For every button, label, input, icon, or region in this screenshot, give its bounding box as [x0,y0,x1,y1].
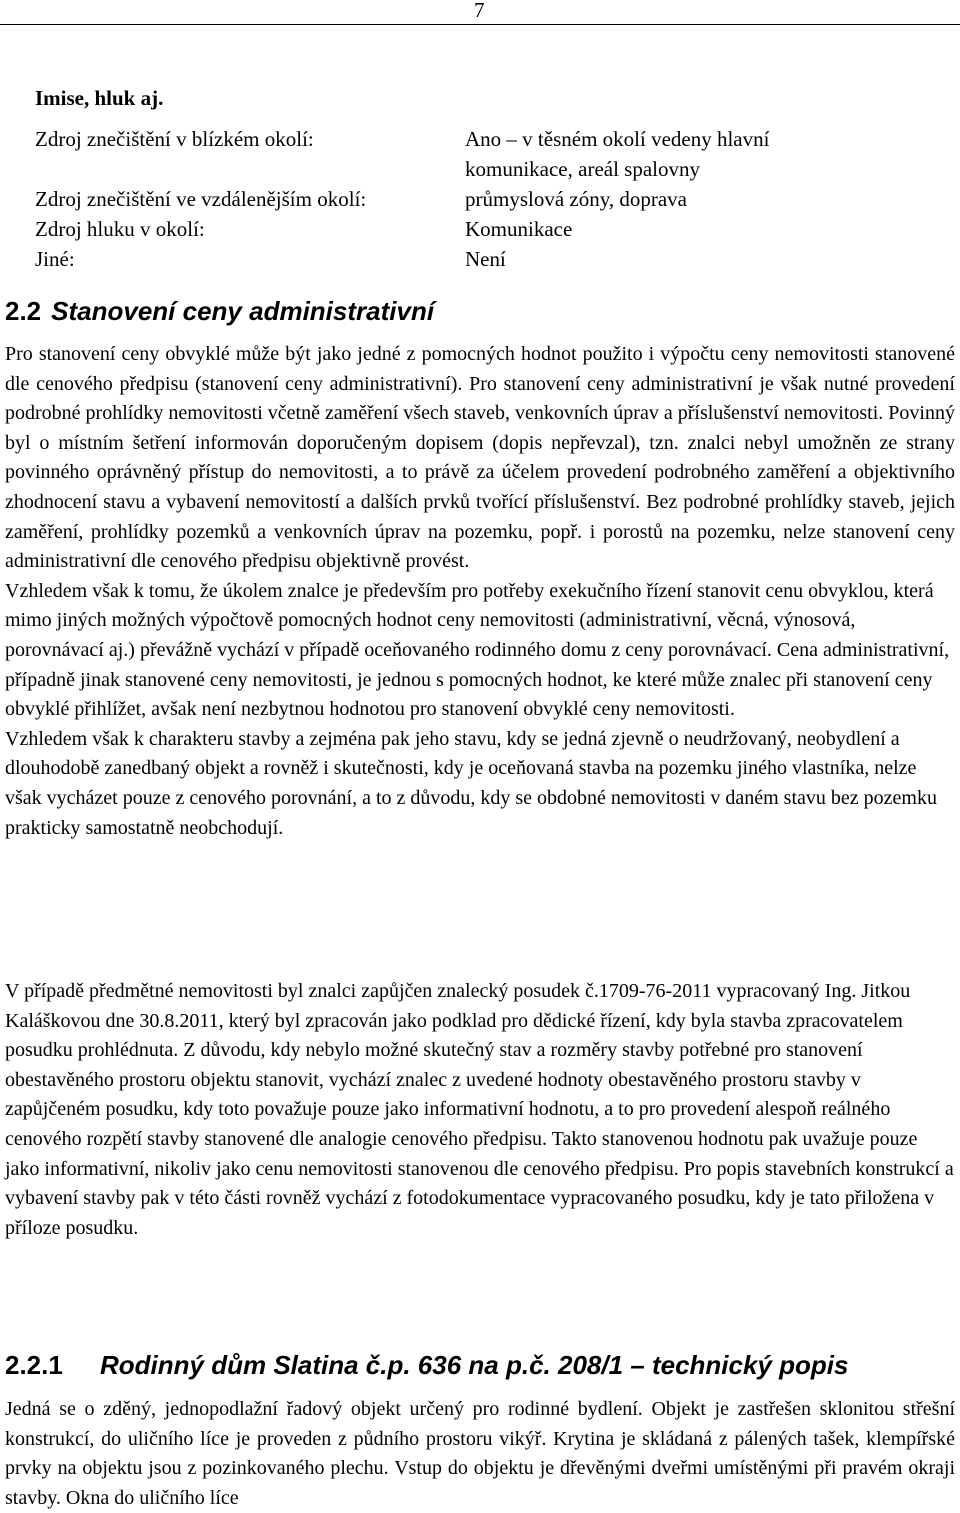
environment-row [35,184,935,214]
environment-label: Jiné: [35,247,75,271]
page-number: 7 [474,0,485,22]
header-rule [0,24,960,25]
paragraph: Pro stanovení ceny obvyklé může být jako jedné z pomocných hodnot použito i výpočtu ceny nemovitosti stanovené dle cenového předpisu (stanovení ceny administrativní). Pro stanovení ceny administrativní je však nutné provedení podrobné prohlídky nemovitosti včetně zaměření všech staveb, venkovních úprav a příslušenství nemovitosti. Povinný byl o místním šetření informován doporučeným dopisem (dopis nepřevzal), tzn. znalci nebyl umožněn ze strany povinného oprávněný přístup do nemovitosti, a to právě za účelem provedení podrobného zaměření a objektivního zhodnocení stavu a vybavení nemovitostí a dalších prvků tvořící příslušenství. Bez podrobné prohlídky staveb, jejich zaměření, prohlídky pozemků a venkovních úprav na pozemku, popř. i porostů na pozemku, nelze stanovení ceny administrativní dle cenového předpisu objektivně provést. [5,343,955,573]
paragraph: Jedná se o zděný, jednopodlažní řadový objekt určený pro rodinné bydlení. Objekt je zastřešen sklonitou střešní konstrukcí, do uličního líce je proveden z půdního prostoru vikýř. Krytina je skládaná z pálených tašek, klempířské prvky na objektu jsou z pozinkovaného plechu. Vstup do objektu je dřevěnými dveřmi umístěnými při pravém okraji stavby. Okna do uličního líce [5,1398,955,1509]
section-body-2 [5,977,955,1243]
environment-row [35,244,935,274]
environment-value: Není [465,247,506,271]
environment-label: Zdroj znečištění ve vzdálenějším okolí: [35,187,367,211]
environment-row [35,214,935,244]
subsection-number: 2.2.1 [5,1350,63,1380]
environment-label: Zdroj hluku v okolí: [35,217,205,241]
paragraph: Vzhledem však k tomu, že úkolem znalce je především pro potřeby exekučního řízení stanovit cenu obvyklou, která mimo jiných možných výpočtově pomocných hodnot ceny nemovitosti (administrativní, věcná, výnosová, porovnávací aj.) převážně vychází v případě oceňovaného rodinného domu z ceny porovnávací. Cena administrativní, případně jinak stanovené ceny nemovitosti, je jednou s pomocných hodnot, ke které může znalec při stanovení ceny obvyklé přihlížet, avšak není nezbytnou hodnotou pro stanovení obvyklé ceny nemovitosti. [5,579,950,721]
subsection-heading [5,1350,848,1381]
section-body [5,340,955,843]
environment-value: Komunikace [465,217,573,241]
emissions-heading: Imise, hluk aj. [35,86,164,110]
environment-value: Ano – v těsném okolí vedeny hlavní [465,127,770,151]
environment-row [35,154,935,184]
section-title: Stanovení ceny administrativní [51,296,435,326]
environment-value: komunikace, areál spalovny [465,157,700,181]
paragraph: V případě předmětné nemovitosti byl znalci zapůjčen znalecký posudek č.1709-76-2011 vypracovaný Ing. Jitkou Kaláškovou dne 30.8.2011, který byl zpracován jako podklad pro dědické řízení, kdy byla stavba zpracovatelem posudku prohlédnuta. Z důvodu, kdy nebylo možné skutečný stav a rozměry stavby potřebné pro stanovení obestavěného prostoru objektu stanovit, vychází znalec z uvedené hodnoty obestavěného prostoru stavby v zapůjčeném posudku, kdy toto považuje pouze jako informativní hodnotu, a to pro provedení alespoň reálného cenového rozpětí stavby stanovené dle analogie cenového předpisu. Takto stanovenou hodnotu pak uvažuje pouze jako informativní, nikoliv jako cenu nemovitosti stanovenou dle cenového předpisu. Pro popis stavebních konstrukcí a vybavení stavby pak v této části rovněž vychází z fotodokumentace vypracovaného posudku, kdy je tato přiložena v příloze posudku. [5,980,954,1239]
page-header [0,0,960,24]
environment-table [35,124,935,274]
section-heading [5,296,434,327]
section-number: 2.2 [5,296,42,326]
paragraph: Vzhledem však k charakteru stavby a zejména pak jeho stavu, kdy se jedná zjevně o neudržovaný, neobydlení a dlouhodobě zanedbaný objekt a rovněž i skutečnosti, kdy je oceňovaná stavba na pozemku jiného vlastníka, nelze však vycházet pouze z cenového porovnání, a to z důvodu, kdy se obdobné nemovitosti v daném stavu bez pozemku prakticky samostatně neobchodují. [5,727,937,839]
environment-label [35,154,465,184]
environment-label: Zdroj znečištění v blízkém okolí: [35,127,314,151]
subsection-title: Rodinný dům Slatina č.p. 636 na p.č. 208/1 – technický popis [100,1350,849,1380]
subsection-body [5,1395,955,1513]
environment-row [35,124,935,154]
environment-value: průmyslová zóny, doprava [465,187,687,211]
